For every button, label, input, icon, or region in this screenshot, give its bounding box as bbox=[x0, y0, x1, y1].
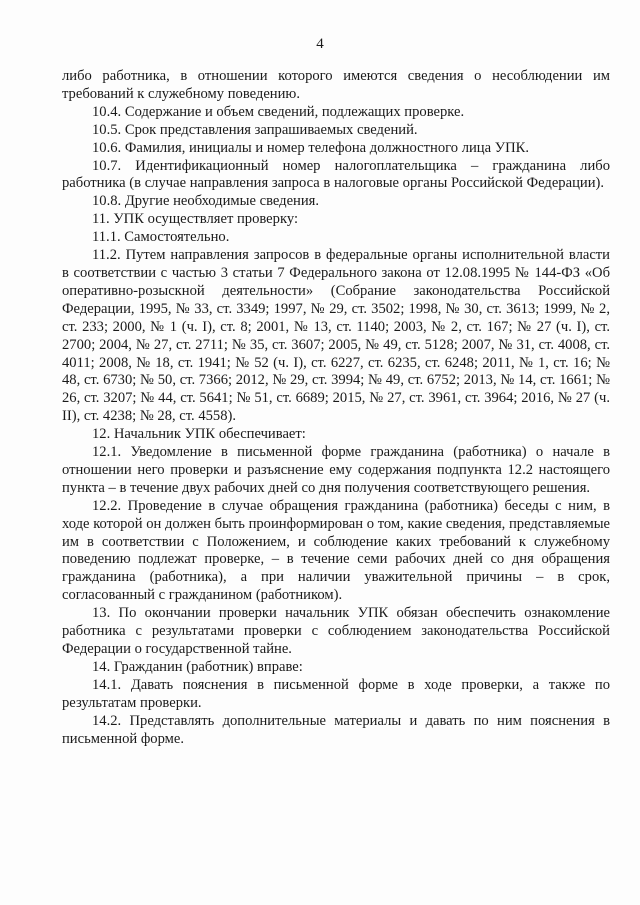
page-number: 4 bbox=[316, 36, 324, 52]
paragraph: 10.4. Содержание и объем сведений, подлежащих проверке. bbox=[92, 103, 465, 120]
paragraph: 12.2. Проведение в случае обращения гражданина (работника) беседы с ним, в ходе которой он должен быть проинформирован о том, какие сведения, представляемые им в соответствии с Положением, и соблюдение каких требований к служебному поведению подлежат проверке, – в течение семи рабочих дней со дня обращения гражданина (работника), а при наличии уважительной причины – в срок, согласованный с гражданином (работником). bbox=[62, 497, 610, 604]
paragraph: 10.7. Идентификационный номер налогоплательщика – гражданина либо работника (в случае направления запроса в налоговые органы Российской Федерации). bbox=[62, 157, 610, 192]
paragraph: 11.1. Самостоятельно. bbox=[92, 229, 230, 246]
paragraph: 13. По окончании проверки начальник УПК обязан обеспечить ознакомление работника с результатами проверки с соблюдением законодательства Российской Федерации о государственной тайне. bbox=[62, 605, 610, 657]
paragraph: 14. Гражданин (работник) вправе: bbox=[92, 658, 303, 675]
paragraph: 12.1. Уведомление в письменной форме гражданина (работника) о начале в отношении него проверки и разъяснение ему содержания подпункта 12.2 настоящего пункта – в течение двух рабочих дней со дня получения соответствующего решения. bbox=[62, 444, 610, 496]
paragraph: 11. УПК осуществляет проверку: bbox=[92, 211, 299, 228]
paragraph: либо работника, в отношении которого имеются сведения о несоблюдении им требований к служебному поведению. bbox=[62, 68, 610, 102]
document-body bbox=[62, 68, 610, 748]
paragraph: 10.6. Фамилия, инициалы и номер телефона должностного лица УПК. bbox=[92, 139, 529, 156]
paragraph: 11.2. Путем направления запросов в федеральные органы исполнительной власти в соответствии с частью 3 статьи 7 Федерального закона от 12.08.1995 № 144-ФЗ «Об оперативно-розыскной деятельности» (Собрание законодательства Российской Федерации, 1995, № 33, ст. 3349; 1997, № 29, ст. 3502; 1998, № 30, ст. 3613; 1999, № 2, ст. 233; 2000, № 1 (ч. I), ст. 8; 2001, № 13, ст. 1140; 2003, № 2, ст. 167; № 27 (ч. I), ст. 2700; 2004, № 27, ст. 2711; № 35, ст. 3607; 2005, № 49, ст. 5128; 2007, № 31, ст. 4008, ст. 4011; 2008, № 18, ст. 1941; № 52 (ч. I), ст. 6227, ст. 6235, ст. 6248; 2011, № 1, ст. 16; № 48, ст. 6730; № 50, ст. 7366; 2012, № 29, ст. 3994; № 49, ст. 6752; 2013, № 14, ст. 1661; № 26, ст. 3207; № 44, ст. 5641; № 51, ст. 6689; 2015, № 27, ст. 3961, ст. 3964; 2016, № 27 (ч. II), ст. 4238; № 28, ст. 4558). bbox=[62, 247, 610, 425]
paragraph: 14.2. Представлять дополнительные материалы и давать по ним пояснения в письменной форме. bbox=[62, 712, 610, 747]
paragraph: 14.1. Давать пояснения в письменной форме в ходе проверки, а также по результатам проверки. bbox=[62, 676, 610, 711]
paragraph: 10.5. Срок представления запрашиваемых сведений. bbox=[92, 121, 418, 138]
paragraph: 10.8. Другие необходимые сведения. bbox=[92, 193, 320, 210]
paragraph: 12. Начальник УПК обеспечивает: bbox=[92, 426, 306, 443]
